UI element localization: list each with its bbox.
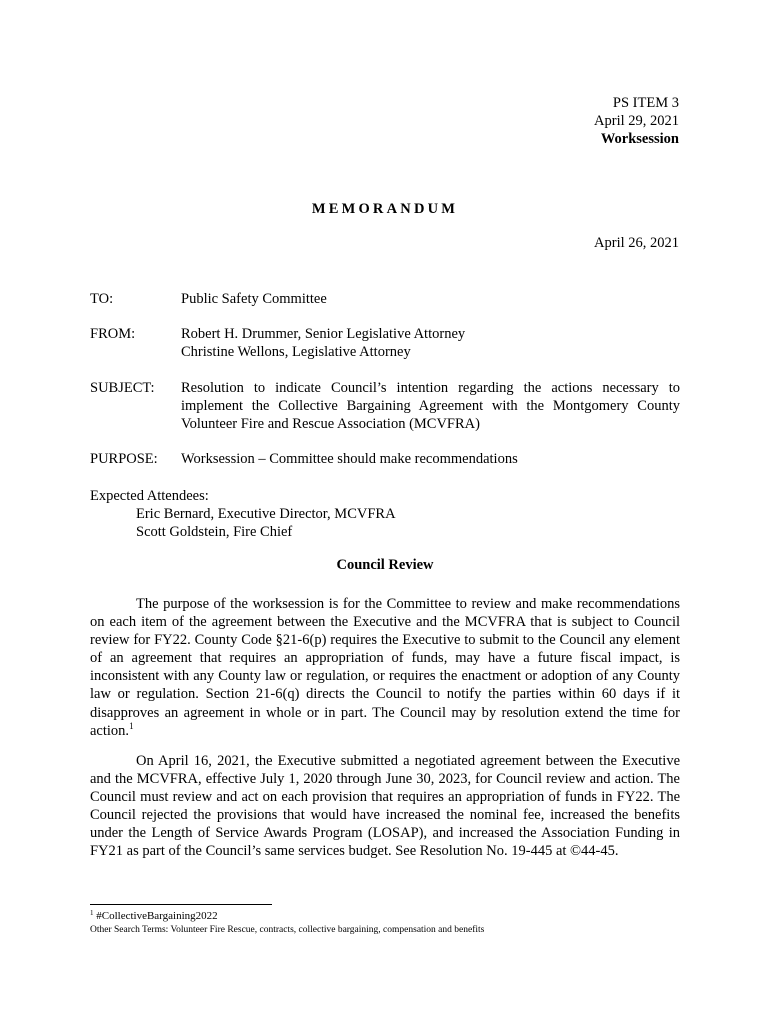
paragraph-1-text: The purpose of the worksession is for the Committee to review and make recommendations on each item of the agreement between the Executive and the MCVFRA that is subject to Council review for FY22. County Code §21-6(p) requires the Executive to submit to the Council any element of an agreement that requires an appropriation of funds, may have a future fiscal impact, is inconsistent with any County law or regulation, or requires the enactment or adoption of any County law or regulation. Section 21-6(q) directs the Council to notify the parties within 60 days if it disapproves an agreement in whole or in part. The Council may by resolution extend the time for action. — [90, 596, 680, 739]
header-date: April 29, 2021 — [594, 113, 679, 129]
document-header — [594, 94, 679, 148]
paragraph-2: On April 16, 2021, the Executive submitted a negotiated agreement between the Executive and the MCVFRA, effective July 1, 2020 through June 30, 2023, for Council review and action. The Council must review and act on each provision that requires an appropriation of funds in FY22. The Council rejected the provisions that would have increased the nominal fee, increased the benefits under the Length of Service Awards Program (LOSAP), and increased the Association Funding in FY21 as part of the Council’s same services budget. See Resolution No. 19-445 at ©44-45. — [90, 753, 680, 860]
footnote-divider — [90, 904, 272, 905]
attendee-2: Scott Goldstein, Fire Chief — [136, 524, 293, 540]
subject-value: Resolution to indicate Council’s intention regarding the actions necessary to implement the Collective Bargaining Agreement with the Montgomery County Volunteer Fire and Rescue Association (MCVFRA) — [181, 380, 680, 432]
memo-title: MEMORANDUM — [311, 201, 459, 217]
from-line-2: Christine Wellons, Legislative Attorney — [181, 344, 411, 360]
search-terms: Other Search Terms: Volunteer Fire Rescue, contracts, collective bargaining, compensation and benefits — [90, 925, 485, 935]
footnote-reference: 1 — [129, 720, 134, 731]
paragraph-1 — [90, 595, 680, 740]
footnote-mark: 1 — [90, 909, 94, 917]
from-label: FROM: — [90, 326, 136, 342]
memo-date: April 26, 2021 — [594, 235, 679, 251]
item-number: PS ITEM 3 — [612, 95, 679, 111]
subject-label: SUBJECT: — [90, 380, 155, 396]
footnote — [90, 909, 484, 937]
from-line-1: Robert H. Drummer, Senior Legislative Attorney — [181, 326, 466, 342]
section-heading: Council Review — [336, 557, 434, 573]
session-type: Worksession — [600, 131, 679, 147]
to-value: Public Safety Committee — [181, 291, 327, 307]
footnote-text: #CollectiveBargaining2022 — [96, 910, 218, 922]
from-value — [181, 325, 680, 361]
purpose-value: Worksession – Committee should make recommendations — [181, 451, 518, 467]
attendee-1: Eric Bernard, Executive Director, MCVFRA — [136, 506, 396, 522]
attendees-heading: Expected Attendees: — [90, 488, 209, 504]
purpose-label: PURPOSE: — [90, 451, 158, 467]
expected-attendees — [90, 487, 396, 541]
to-label: TO: — [90, 291, 114, 307]
